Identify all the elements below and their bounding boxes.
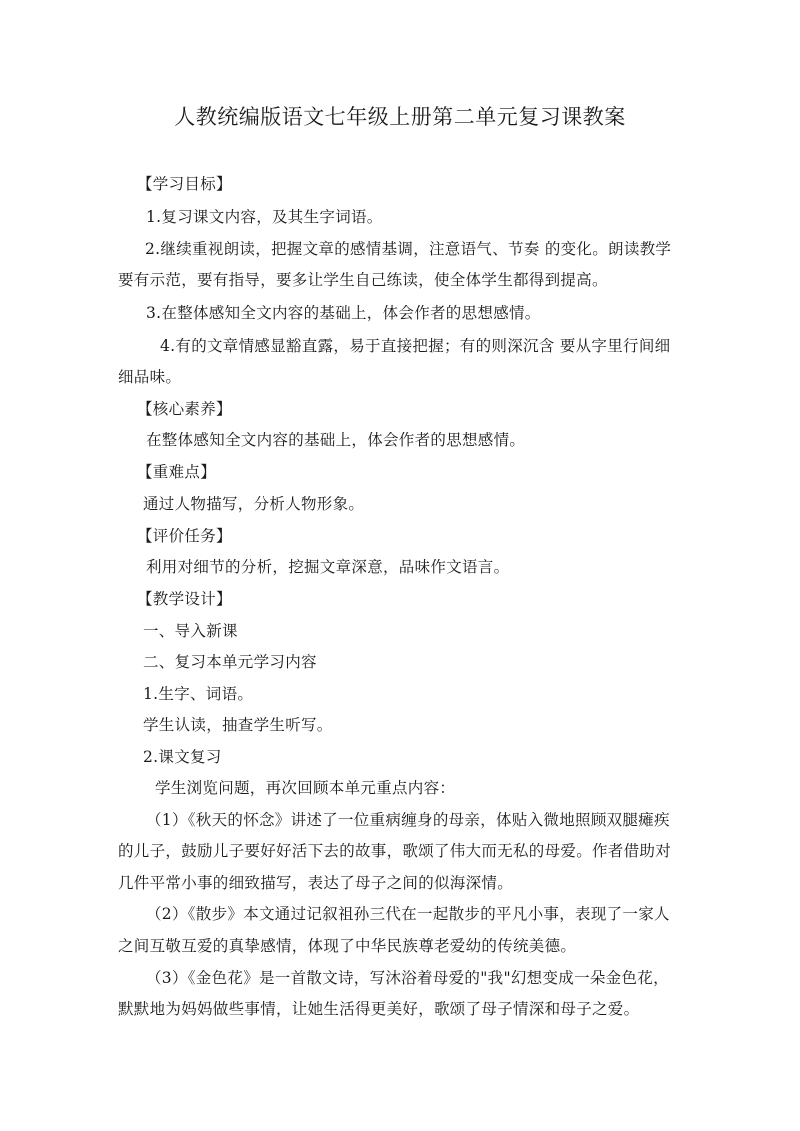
text-2-line-2: 之间互敬互爱的真挚感情，体现了中华民族尊老爱幼的传统美德。 bbox=[118, 937, 577, 955]
goal-2-line-1: 2.继续重视朗读，把握文章的感情基调，注意语气、节奏 的变化。朗读教学 bbox=[145, 240, 672, 258]
key-points-text: 通过人物描写，分析人物形象。 bbox=[143, 495, 365, 513]
goal-2-line-2: 要有示范，要有指导，要多让学生自己练读，使全体学生都得到提高。 bbox=[118, 271, 608, 289]
section-1-intro: 一、导入新课 bbox=[143, 622, 238, 640]
heading-evaluation-task: 【评价任务】 bbox=[137, 527, 232, 545]
review-item-2-intro: 学生浏览问题，再次回顾本单元重点内容： bbox=[155, 779, 456, 797]
review-item-1: 1.生字、词语。 bbox=[143, 685, 254, 703]
heading-core-literacy: 【核心素养】 bbox=[137, 400, 232, 418]
review-item-1-text: 学生认读，抽查学生听写。 bbox=[143, 716, 333, 734]
text-1-line-3: 几件平常小事的细致描写，表达了母子之间的似海深情。 bbox=[118, 874, 514, 892]
goal-3: 3.在整体感知全文内容的基础上，体会作者的思想感情。 bbox=[146, 304, 541, 322]
text-3-line-1: （3）《金色花》是一首散文诗，写沐浴着母爱的"我"幻想变成一朵金色花， bbox=[146, 969, 669, 987]
heading-teaching-design: 【教学设计】 bbox=[137, 590, 232, 608]
core-literacy-text: 在整体感知全文内容的基础上，体会作者的思想感情。 bbox=[146, 431, 526, 449]
heading-learning-goals: 【学习目标】 bbox=[137, 175, 232, 193]
text-1-line-1: （1）《秋天的怀念》讲述了一位重病缠身的母亲，体贴入微地照顾双腿瘫疾 bbox=[146, 811, 670, 829]
review-item-2: 2.课文复习 bbox=[143, 748, 222, 766]
goal-4-line-2: 细品味。 bbox=[118, 368, 182, 386]
goal-1: 1.复习课文内容，及其生字词语。 bbox=[146, 208, 383, 226]
text-2-line-1: （2）《散步》本文通过记叙祖孙三代在一起散步的平凡小事，表现了一家人 bbox=[146, 905, 670, 923]
text-1-line-2: 的儿子，鼓励儿子要好好活下去的故事，歌颂了伟大而无私的母爱。作者借助对 bbox=[118, 842, 672, 860]
document-title: 人教统编版语文七年级上册第二单元复习课教案 bbox=[174, 105, 626, 129]
heading-key-points: 【重难点】 bbox=[137, 463, 217, 481]
section-2-review: 二、复习本单元学习内容 bbox=[143, 653, 317, 671]
evaluation-task-text: 利用对细节的分析，挖掘文章深意，品味作文语言。 bbox=[146, 558, 510, 576]
goal-4-line-1: 4.有的文章情感显豁直露，易于直接把握；有的则深沉含 要从字里行间细 bbox=[160, 337, 671, 355]
text-3-line-2: 默默地为妈妈做些事情，让她生活得更美好，歌颂了母子情深和母子之爱。 bbox=[118, 1000, 640, 1018]
